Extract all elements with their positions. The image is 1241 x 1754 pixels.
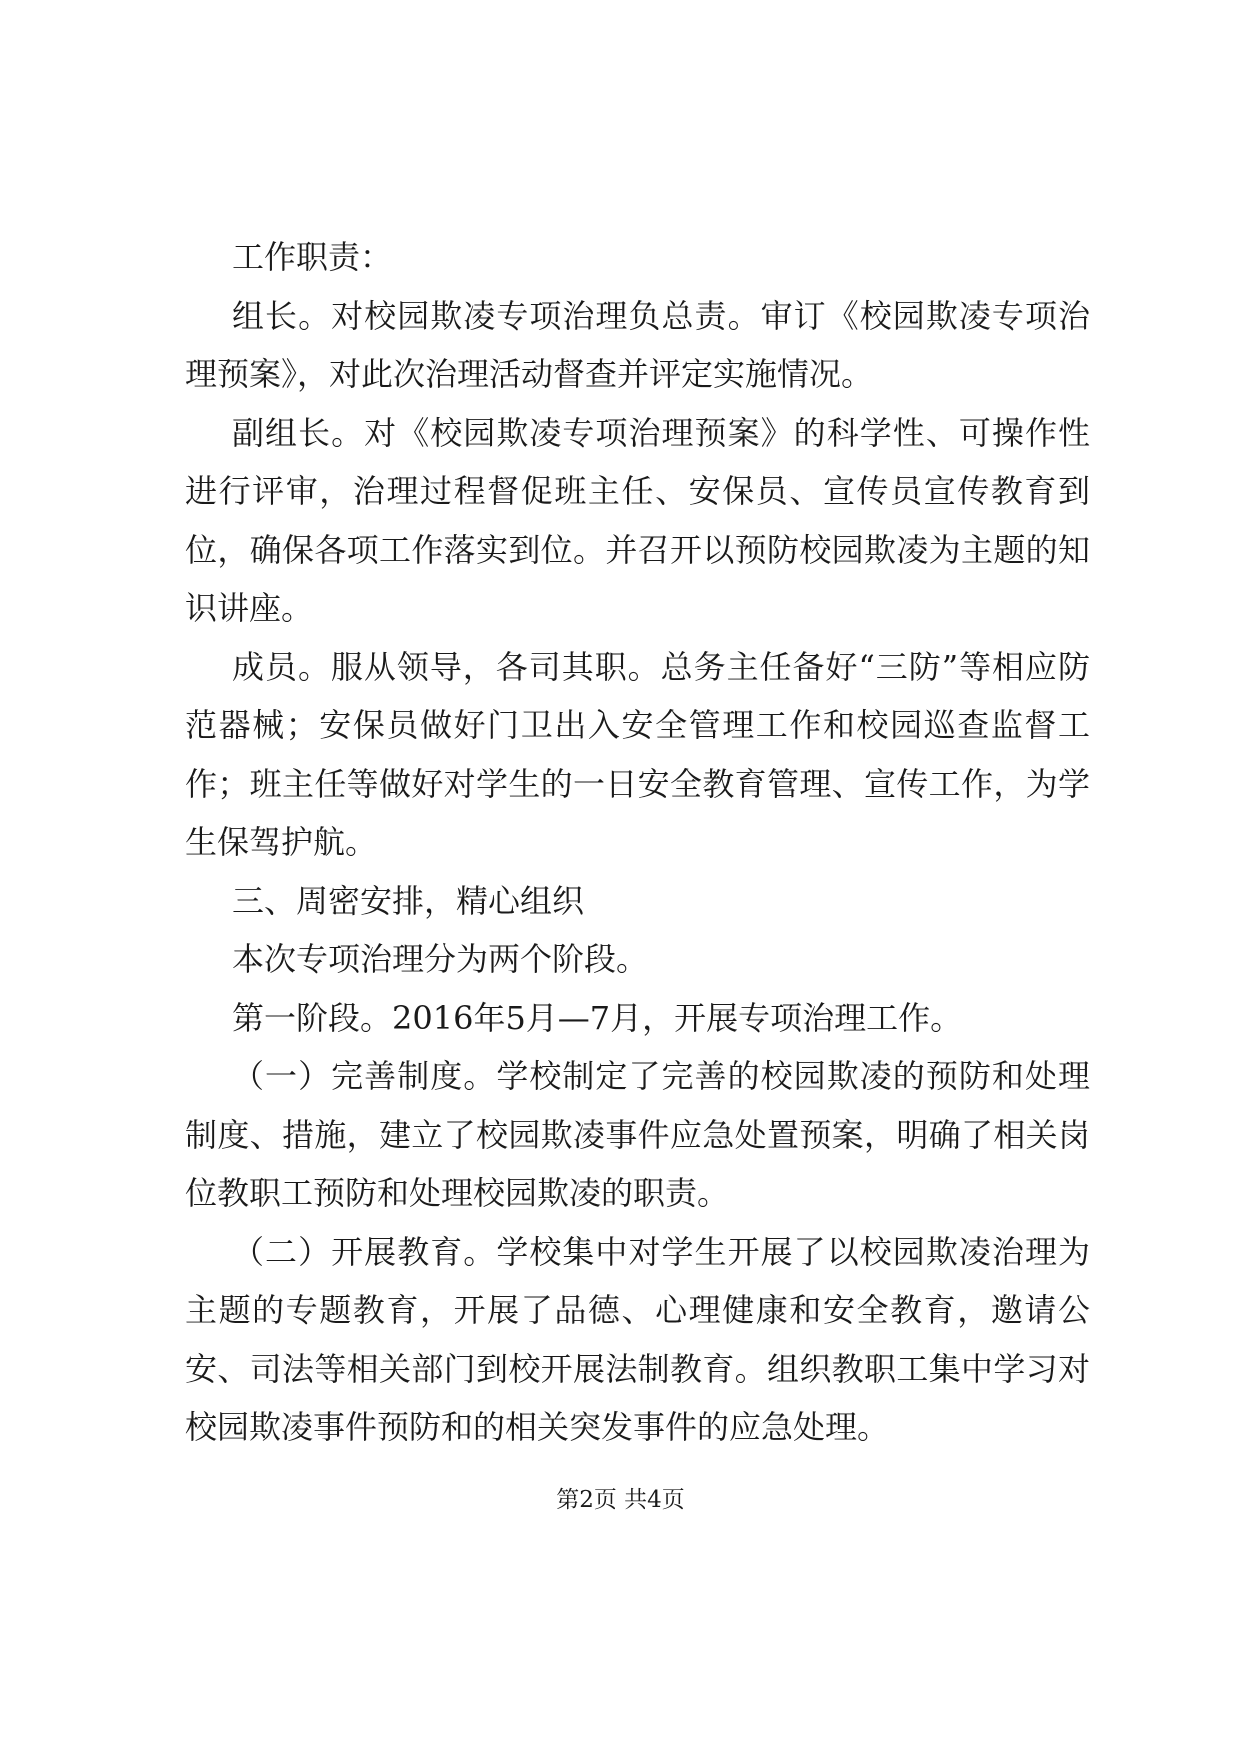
section-heading-three: 三、周密安排，精心组织	[232, 881, 585, 920]
document-body	[185, 228, 1090, 1457]
paragraph-members: 成员。服从领导，各司其职。总务主任备好“三防”等相应防范器械；安保员做好门卫出入安全管理工作和校园巡查监督工作；班主任等做好对学生的一日安全教育管理、宣传工作，为学生保驾护航。	[185, 647, 1090, 861]
paragraph-improve-system: （一）完善制度。学校制定了完善的校园欺凌的预防和处理制度、措施，建立了校园欺凌事件应急处置预案，明确了相关岗位教职工预防和处理校园欺凌的职责。	[185, 1057, 1090, 1212]
page-number-footer: 第2页 共4页	[556, 1487, 685, 1513]
paragraph-deputy-leader: 副组长。对《校园欺凌专项治理预案》的科学性、可操作性进行评审，治理过程督促班主任、安保员、宣传员宣传教育到位，确保各项工作落实到位。并召开以预防校园欺凌为主题的知识讲座。	[185, 413, 1090, 627]
paragraph-education: （二）开展教育。学校集中对学生开展了以校园欺凌治理为主题的专题教育，开展了品德、心理健康和安全教育，邀请公安、司法等相关部门到校开展法制教育。组织教职工集中学习对校园欺凌事件预防和的相关突发事件的应急处理。	[185, 1232, 1090, 1446]
paragraph-leader: 组长。对校园欺凌专项治理负总责。审订《校园欺凌专项治理预案》，对此次治理活动督查并评定实施情况。	[185, 296, 1090, 393]
paragraph-duties-heading: 工作职责：	[232, 238, 393, 276]
paragraph-two-stages: 本次专项治理分为两个阶段。	[232, 940, 649, 978]
paragraph-stage-one: 第一阶段。2016年5月—7月，开展专项治理工作。	[232, 998, 963, 1037]
